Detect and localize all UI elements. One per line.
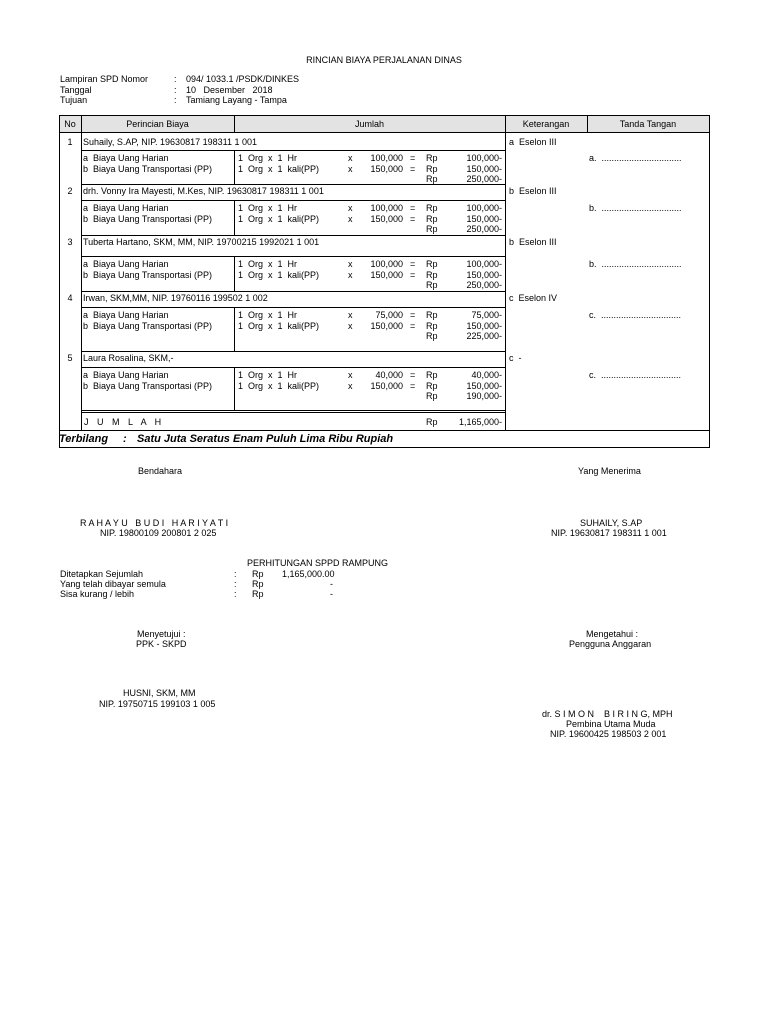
terbilang-label: Terbilang <box>59 433 109 445</box>
terbilang-text: Satu Juta Seratus Enam Puluh Lima Ribu Rupiah <box>137 433 394 445</box>
perhitungan-title: PERHITUNGAN SPPD RAMPUNG <box>247 558 389 568</box>
item-qty: 1 Org x 1 Hr <box>238 310 298 320</box>
item-times: x <box>348 310 353 320</box>
entry-box-mid <box>234 367 235 410</box>
entry-signature-line: a. ................................ <box>589 153 682 163</box>
header-field-sep: : <box>174 95 177 105</box>
perhitungan-label: Sisa kurang / lebih <box>60 589 135 599</box>
item-qty: 1 Org x 1 kali(PP) <box>238 163 320 174</box>
perhitungan-sep: : <box>234 579 237 589</box>
approver-role: PPK - SKPD <box>136 639 187 649</box>
item-rate: 75,000 <box>375 310 403 320</box>
table-header-3: Keterangan <box>522 119 570 129</box>
item-qty: 1 Org x 1 Hr <box>238 203 298 213</box>
col-sep-keterangan <box>505 132 506 430</box>
entry-signature-line: c. ................................ <box>589 310 682 320</box>
entry-keterangan: c Eselon IV <box>509 293 558 303</box>
acknowledger-title: Pembina Utama Muda <box>566 719 656 729</box>
item-times: x <box>348 320 353 331</box>
item-qty: 1 Org x 1 kali(PP) <box>238 320 320 331</box>
perhitungan-rp: Rp <box>252 569 264 579</box>
total-label: J U M L A H <box>84 417 165 427</box>
header-col-sep <box>587 115 588 132</box>
document-title: RINCIAN BIAYA PERJALANAN DINAS <box>306 55 462 65</box>
entry-box-top <box>81 200 505 201</box>
subtotal-rp: Rp <box>426 331 438 341</box>
item-rp: Rp <box>426 320 438 331</box>
acknowledger-name: dr. S I M O N B I R I N G, MPH <box>542 709 673 719</box>
perhitungan-sep: : <box>234 569 237 579</box>
perhitungan-sep: : <box>234 589 237 599</box>
item-rate: 150,000 <box>370 269 403 280</box>
item-eq: = <box>410 269 416 280</box>
item-label: b Biaya Uang Transportasi (PP) <box>83 380 213 391</box>
entry-box-mid <box>234 256 235 291</box>
entry-box-top <box>81 367 505 368</box>
item-rate: 150,000 <box>370 213 403 224</box>
item-qty: 1 Org x 1 kali(PP) <box>238 213 320 224</box>
item-times: x <box>348 153 353 163</box>
item-rate: 100,000 <box>370 203 403 213</box>
item-eq: = <box>410 320 416 331</box>
item-amount: 150,000- <box>466 269 502 280</box>
item-eq: = <box>410 153 416 163</box>
item-rate: 150,000 <box>370 380 403 391</box>
item-label: a Biaya Uang Harian <box>83 370 169 380</box>
table-border-top <box>59 115 709 116</box>
perhitungan-rp: Rp <box>252 579 264 589</box>
approver-caption: Menyetujui : <box>137 629 186 639</box>
header-field-sep: : <box>174 74 177 84</box>
entry-box-bottom <box>81 410 505 411</box>
entry-box-top <box>81 307 505 308</box>
item-label: a Biaya Uang Harian <box>83 310 169 320</box>
entry-signature-line: b. ................................ <box>589 259 682 269</box>
item-qty: 1 Org x 1 kali(PP) <box>238 380 320 391</box>
header-field-sep: : <box>174 84 177 95</box>
header-col-sep <box>81 115 82 132</box>
bendahara-name: R A H A Y U B U D I H A R I Y A T I <box>80 518 229 528</box>
perhitungan-label: Yang telah dibayar semula <box>60 579 166 589</box>
subtotal-amount: 190,000- <box>466 391 502 401</box>
bendahara-nip: NIP. 19800109 200801 2 025 <box>100 528 217 538</box>
entry-box-mid <box>234 307 235 351</box>
entry-box-bottom <box>81 184 505 185</box>
entry-keterangan: a Eselon III <box>509 137 557 147</box>
item-rp: Rp <box>426 203 438 213</box>
subtotal-rp: Rp <box>426 391 438 401</box>
item-times: x <box>348 213 353 224</box>
perhitungan-label: Ditetapkan Sejumlah <box>60 569 144 579</box>
subtotal-amount: 250,000- <box>466 280 502 290</box>
item-rate: 150,000 <box>370 163 403 174</box>
item-amount: 150,000- <box>466 213 502 224</box>
entry-keterangan: c - <box>509 353 522 363</box>
item-rp: Rp <box>426 153 438 163</box>
item-label: a Biaya Uang Harian <box>83 203 169 213</box>
subtotal-rp: Rp <box>426 280 438 290</box>
item-times: x <box>348 269 353 280</box>
entry-name: Tuberta Hartano, SKM, MM, NIP. 19700215 1992021 1 001 <box>83 237 320 247</box>
perhitungan-value: - <box>330 589 333 599</box>
item-label: a Biaya Uang Harian <box>83 259 169 269</box>
item-amount: 150,000- <box>466 163 502 174</box>
item-times: x <box>348 163 353 174</box>
item-eq: = <box>410 370 416 380</box>
item-label: b Biaya Uang Transportasi (PP) <box>83 213 213 224</box>
item-times: x <box>348 203 353 213</box>
table-border-right <box>709 115 710 448</box>
subtotal-amount: 250,000- <box>466 174 502 184</box>
item-eq: = <box>410 203 416 213</box>
total-rp: Rp <box>426 417 438 427</box>
item-times: x <box>348 259 353 269</box>
entry-no: 2 <box>67 186 73 196</box>
item-eq: = <box>410 213 416 224</box>
total-bottom <box>59 430 709 431</box>
item-amount: 100,000- <box>466 203 502 213</box>
acknowledger-caption: Mengetahui : <box>586 629 639 639</box>
entry-name: Irwan, SKM,MM, NIP. 19760116 199502 1 002 <box>83 293 268 303</box>
entry-box-mid <box>234 150 235 184</box>
table-border-bottom <box>59 447 709 448</box>
item-rp: Rp <box>426 213 438 224</box>
entry-no: 4 <box>67 293 73 303</box>
receiver-name: SUHAILY, S.AP <box>580 518 643 528</box>
header-field-label: Tujuan <box>60 95 88 105</box>
item-rate: 150,000 <box>370 320 403 331</box>
item-rp: Rp <box>426 269 438 280</box>
table-header-0: No <box>64 119 76 129</box>
item-rate: 100,000 <box>370 153 403 163</box>
item-rate: 100,000 <box>370 259 403 269</box>
entry-signature-line: b. ................................ <box>589 203 682 213</box>
item-amount: 150,000- <box>466 320 502 331</box>
item-rp: Rp <box>426 259 438 269</box>
entry-box-top <box>81 256 505 257</box>
entry-no: 3 <box>67 237 73 247</box>
item-rp: Rp <box>426 310 438 320</box>
subtotal-amount: 225,000- <box>466 331 502 341</box>
item-amount: 150,000- <box>466 380 502 391</box>
item-times: x <box>348 370 353 380</box>
subtotal-amount: 250,000- <box>466 224 502 234</box>
perhitungan-value: 1,165,000.00 <box>282 569 335 579</box>
total-top <box>81 412 505 413</box>
entry-box-bottom <box>81 291 505 292</box>
table-border-left <box>59 115 60 447</box>
table-header-2: Jumlah <box>354 119 384 129</box>
header-col-sep <box>234 115 235 132</box>
item-qty: 1 Org x 1 Hr <box>238 370 298 380</box>
item-times: x <box>348 380 353 391</box>
receiver-nip: NIP. 19630817 198311 1 001 <box>551 528 667 538</box>
entry-box-mid <box>234 200 235 235</box>
subtotal-rp: Rp <box>426 224 438 234</box>
total-amount: 1,165,000- <box>458 417 502 427</box>
table-header-4: Tanda Tangan <box>619 119 677 129</box>
item-amount: 40,000- <box>471 370 502 380</box>
item-label: b Biaya Uang Transportasi (PP) <box>83 269 213 280</box>
entry-signature-line: c. ................................ <box>589 370 682 380</box>
receiver-role: Yang Menerima <box>578 466 641 476</box>
header-field-value: 10 Desember 2018 <box>186 84 273 95</box>
approver-name: HUSNI, SKM, MM <box>123 688 196 698</box>
col-sep-no <box>81 132 82 430</box>
item-amount: 100,000- <box>466 153 502 163</box>
item-rp: Rp <box>426 370 438 380</box>
header-field-value: Tamiang Layang - Tampa <box>186 95 287 105</box>
item-rp: Rp <box>426 163 438 174</box>
entry-keterangan: b Eselon III <box>509 186 557 196</box>
item-label: b Biaya Uang Transportasi (PP) <box>83 163 213 174</box>
approver-nip: NIP. 19750715 199103 1 005 <box>99 699 216 709</box>
table-header-bottom <box>59 132 709 133</box>
entry-keterangan: b Eselon III <box>509 237 557 247</box>
header-field-label: Tanggal <box>60 84 92 95</box>
item-eq: = <box>410 310 416 320</box>
subtotal-rp: Rp <box>426 174 438 184</box>
entry-no: 1 <box>67 137 73 147</box>
entry-box-bottom <box>81 351 505 352</box>
entry-name: drh. Vonny Ira Mayesti, M.Kes, NIP. 19630817 198311 1 001 <box>83 186 324 196</box>
item-qty: 1 Org x 1 kali(PP) <box>238 269 320 280</box>
perhitungan-rp: Rp <box>252 589 264 599</box>
item-rp: Rp <box>426 380 438 391</box>
item-rate: 40,000 <box>375 370 403 380</box>
item-eq: = <box>410 163 416 174</box>
perhitungan-value: - <box>330 579 333 589</box>
item-amount: 100,000- <box>466 259 502 269</box>
item-qty: 1 Org x 1 Hr <box>238 153 298 163</box>
header-col-sep <box>505 115 506 132</box>
entry-box-top <box>81 150 505 151</box>
acknowledger-nip: NIP. 19600425 198503 2 001 <box>550 729 667 739</box>
item-label: b Biaya Uang Transportasi (PP) <box>83 320 213 331</box>
acknowledger-role: Pengguna Anggaran <box>569 639 652 649</box>
item-eq: = <box>410 259 416 269</box>
terbilang-sep: : <box>123 433 127 445</box>
item-amount: 75,000- <box>471 310 502 320</box>
header-field-value: 094/ 1033.1 /PSDK/DINKES <box>186 74 300 84</box>
entry-no: 5 <box>67 353 73 363</box>
item-qty: 1 Org x 1 Hr <box>238 259 298 269</box>
entry-box-bottom <box>81 235 505 236</box>
item-label: a Biaya Uang Harian <box>83 153 169 163</box>
entry-name: Laura Rosalina, SKM,- <box>83 353 174 363</box>
item-eq: = <box>410 380 416 391</box>
header-field-label: Lampiran SPD Nomor <box>60 74 149 84</box>
bendahara-role: Bendahara <box>138 466 183 476</box>
table-header-1: Perincian Biaya <box>126 119 189 129</box>
entry-name: Suhaily, S.AP, NIP. 19630817 198311 1 001 <box>83 137 257 147</box>
